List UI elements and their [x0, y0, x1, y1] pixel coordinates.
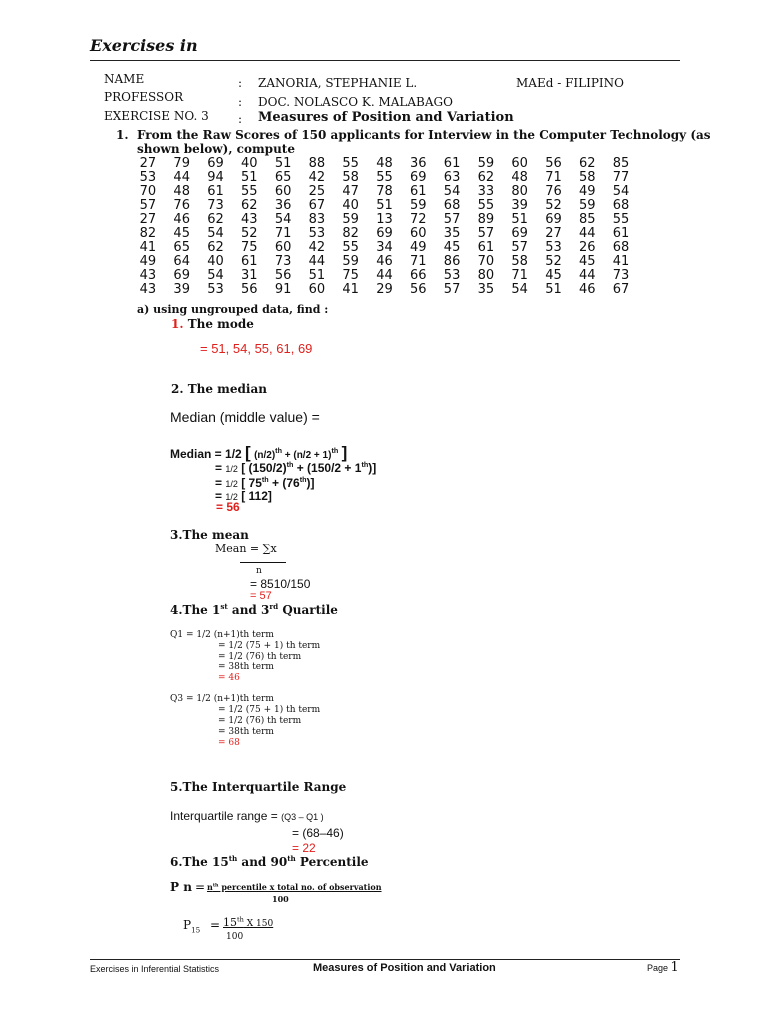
table-cell: 67: [612, 282, 630, 297]
table-cell: 58: [342, 170, 359, 185]
footer-center: Measures of Position and Variation: [313, 962, 496, 974]
professor-value: DOC. NOLASCO K. MALABAGO: [258, 95, 453, 109]
table-cell: 67: [308, 198, 326, 213]
table-cell: 54: [511, 282, 528, 297]
table-row: [131, 185, 638, 199]
table-cell: 60: [410, 226, 427, 241]
pn-denominator: 100: [272, 894, 289, 904]
table-cell: 34: [376, 240, 393, 255]
table-cell: 40: [207, 254, 224, 269]
table-cell: 55: [612, 212, 630, 227]
table-cell: 47: [342, 184, 359, 199]
table-cell: 39: [173, 282, 190, 297]
percentile-heading: 6.The 15th and 90th Percentile: [170, 854, 369, 869]
table-cell: 57: [443, 282, 461, 297]
mean-denominator: n: [256, 566, 262, 576]
table-cell: 59: [410, 198, 427, 213]
question-number: 1.: [116, 128, 129, 142]
table-cell: 70: [477, 254, 495, 269]
iqr-heading: 5.The Interquartile Range: [170, 780, 347, 794]
table-cell: 69: [410, 170, 427, 185]
table-cell: 54: [207, 226, 224, 241]
table-cell: 57: [511, 240, 528, 255]
mode-heading: [171, 317, 254, 331]
table-cell: 31: [241, 268, 258, 283]
professor-sep: :: [238, 95, 243, 109]
table-cell: 52: [545, 198, 562, 213]
table-cell: 44: [578, 226, 596, 241]
table-cell: 62: [241, 198, 258, 213]
program-value: MAEd - FILIPINO: [516, 76, 625, 90]
table-cell: 57: [443, 212, 461, 227]
table-cell: 59: [342, 254, 359, 269]
table-cell: 71: [545, 170, 562, 185]
table-cell: 49: [410, 240, 427, 255]
q3-answer: = 68: [218, 738, 240, 748]
table-cell: 43: [139, 282, 157, 297]
table-cell: 51: [545, 282, 562, 297]
table-cell: 76: [173, 198, 190, 213]
median-formula-1: Median = 1/2 [ $(n/2)^{th} + (n/2 + 1)^{th}$ ]: [170, 443, 348, 462]
pn-label: P n: [170, 880, 192, 894]
pn-numerator: $n^{th}$ percentile x total no. of observation: [207, 882, 382, 892]
table-row: [131, 213, 638, 227]
mean-formula: Mean = ∑x: [215, 542, 277, 555]
table-cell: 52: [545, 254, 562, 269]
table-cell: 54: [207, 268, 224, 283]
table-cell: 51: [308, 268, 326, 283]
table-cell: 53: [308, 226, 326, 241]
table-cell: 76: [545, 184, 562, 199]
table-cell: 55: [376, 170, 393, 185]
table-cell: 46: [578, 282, 596, 297]
table-cell: 51: [274, 156, 292, 171]
p15-label: $P_{15}$: [183, 918, 201, 935]
table-cell: 59: [477, 156, 495, 171]
table-cell: 40: [241, 156, 258, 171]
table-row: [131, 157, 638, 171]
table-cell: 68: [612, 198, 630, 213]
iqr-formula-1: Interquartile range = (Q3 – Q1 ): [170, 809, 324, 823]
median-formula-4: = 1/2 [ 112]: [215, 489, 272, 503]
table-cell: 66: [410, 268, 427, 283]
table-cell: 71: [410, 254, 427, 269]
mode-number: 1.: [171, 317, 184, 331]
table-cell: 71: [511, 268, 528, 283]
table-cell: 73: [612, 268, 630, 283]
q1-line-1: Q1 = 1/2 (n+1)th term: [170, 630, 274, 640]
table-cell: 51: [376, 198, 393, 213]
table-cell: 61: [241, 254, 258, 269]
mean-fraction-line: [240, 562, 286, 563]
table-cell: 41: [342, 282, 359, 297]
table-cell: 53: [443, 268, 461, 283]
table-cell: 53: [545, 240, 562, 255]
table-cell: 54: [612, 184, 630, 199]
q3-line-1: Q3 = 1/2 (n+1)th term: [170, 694, 274, 704]
p15-numerator: 15th X 150: [223, 915, 274, 929]
table-cell: 55: [477, 198, 495, 213]
table-cell: 91: [274, 282, 292, 297]
q1-line-4: = 38th term: [218, 662, 274, 672]
table-cell: 60: [308, 282, 326, 297]
table-cell: 69: [511, 226, 528, 241]
table-cell: 27: [545, 226, 562, 241]
table-cell: 89: [477, 212, 495, 227]
table-cell: 44: [173, 170, 190, 185]
footer-page: Page 1: [647, 960, 679, 975]
table-cell: 41: [612, 254, 630, 269]
table-cell: 56: [241, 282, 258, 297]
table-cell: 59: [342, 212, 359, 227]
exercise-value: Measures of Position and Variation: [258, 110, 514, 125]
name-sep: :: [238, 76, 243, 90]
table-cell: 49: [578, 184, 596, 199]
table-cell: 41: [139, 240, 157, 255]
q1-line-3: = 1/2 (76) th term: [218, 652, 302, 662]
median-formula-3: = 1/2 [ 75th + (76th)]: [215, 475, 315, 490]
table-cell: 13: [376, 212, 393, 227]
table-cell: 33: [477, 184, 495, 199]
table-cell: 80: [477, 268, 495, 283]
table-cell: 44: [308, 254, 326, 269]
mode-title: The mode: [187, 317, 254, 331]
table-cell: 57: [477, 226, 495, 241]
q1-answer: = 46: [218, 673, 240, 683]
q3-line-4: = 38th term: [218, 727, 274, 737]
table-cell: 56: [274, 268, 292, 283]
mode-answer: = 51, 54, 55, 61, 69: [200, 341, 313, 356]
table-cell: 56: [545, 156, 562, 171]
table-cell: 45: [578, 254, 596, 269]
table-cell: 35: [443, 226, 461, 241]
table-cell: 72: [410, 212, 427, 227]
table-cell: 62: [477, 170, 495, 185]
table-cell: 62: [578, 156, 596, 171]
table-cell: 77: [612, 170, 630, 185]
question-line-2: shown below), compute: [137, 142, 295, 156]
table-cell: 45: [443, 240, 461, 255]
table-cell: 73: [207, 198, 224, 213]
table-cell: 27: [139, 156, 157, 171]
table-cell: 53: [139, 170, 157, 185]
table-cell: 54: [274, 212, 292, 227]
table-cell: 56: [410, 282, 427, 297]
table-cell: 48: [173, 184, 190, 199]
table-cell: 42: [308, 240, 326, 255]
table-cell: 49: [139, 254, 157, 269]
table-cell: 62: [207, 212, 224, 227]
professor-label: PROFESSOR: [104, 90, 184, 104]
name-value: ZANORIA, STEPHANIE L.: [258, 76, 418, 90]
table-cell: 83: [308, 212, 326, 227]
table-cell: 69: [545, 212, 562, 227]
table-cell: 68: [612, 240, 630, 255]
table-cell: 55: [342, 156, 359, 171]
footer-left: Exercises in Inferential Statistics: [90, 964, 220, 974]
table-cell: 53: [207, 282, 224, 297]
header-rule: [90, 60, 680, 61]
table-cell: 58: [578, 170, 596, 185]
table-cell: 46: [376, 254, 393, 269]
p15-equals: =: [210, 918, 221, 932]
q3-line-2: = 1/2 (75 + 1) th term: [218, 705, 321, 715]
table-cell: 85: [578, 212, 596, 227]
table-cell: 75: [342, 268, 359, 283]
table-cell: 45: [173, 226, 190, 241]
table-cell: 85: [612, 156, 630, 171]
mean-answer: = 57: [250, 590, 272, 602]
table-cell: 60: [274, 240, 292, 255]
table-cell: 36: [410, 156, 427, 171]
table-cell: 64: [173, 254, 190, 269]
table-cell: 36: [274, 198, 292, 213]
table-cell: 61: [410, 184, 427, 199]
table-cell: 48: [376, 156, 393, 171]
table-cell: 63: [443, 170, 461, 185]
table-cell: 82: [139, 226, 157, 241]
table-cell: 42: [308, 170, 326, 185]
table-cell: 69: [173, 268, 190, 283]
table-cell: 61: [207, 184, 224, 199]
table-cell: 78: [376, 184, 393, 199]
part-a-label: a) using ungrouped data, find :: [137, 303, 329, 316]
table-cell: 46: [173, 212, 190, 227]
table-cell: 29: [376, 282, 393, 297]
name-label: NAME: [104, 72, 145, 86]
table-cell: 82: [342, 226, 359, 241]
table-cell: 80: [511, 184, 528, 199]
median-answer: = 56: [216, 500, 240, 514]
table-cell: 40: [342, 198, 359, 213]
table-cell: 55: [342, 240, 359, 255]
table-cell: 65: [173, 240, 190, 255]
table-cell: 73: [274, 254, 292, 269]
table-cell: 58: [511, 254, 528, 269]
table-row: [131, 241, 638, 255]
q3-line-3: = 1/2 (76) th term: [218, 716, 302, 726]
table-cell: 69: [376, 226, 393, 241]
table-row: [131, 283, 638, 297]
raw-scores-table: [131, 157, 638, 297]
table-cell: 25: [308, 184, 326, 199]
table-cell: 88: [308, 156, 326, 171]
table-cell: 79: [173, 156, 190, 171]
table-cell: 86: [443, 254, 461, 269]
question-line-1: From the Raw Scores of 150 applicants for Interview in the Computer Technology (as: [137, 128, 711, 142]
table-row: [131, 269, 638, 283]
table-cell: 61: [612, 226, 630, 241]
mean-step: = 8510/150: [250, 577, 311, 591]
table-cell: 62: [207, 240, 224, 255]
table-cell: 65: [274, 170, 292, 185]
table-cell: 43: [241, 212, 258, 227]
table-cell: 45: [545, 268, 562, 283]
table-cell: 70: [139, 184, 157, 199]
table-cell: 60: [274, 184, 292, 199]
q1-line-2: = 1/2 (75 + 1) th term: [218, 641, 321, 651]
page-header-title: Exercises in: [90, 36, 198, 55]
table-cell: 48: [511, 170, 528, 185]
pn-equals: =: [195, 880, 206, 894]
table-cell: 51: [241, 170, 258, 185]
table-cell: 57: [139, 198, 157, 213]
table-cell: 35: [477, 282, 495, 297]
p15-denominator: 100: [226, 932, 244, 942]
iqr-formula-2: = (68–46): [292, 826, 344, 840]
median-title: 2. The median: [171, 382, 267, 396]
exercise-label: EXERCISE NO. 3: [104, 109, 209, 123]
table-cell: 59: [578, 198, 596, 213]
table-row: [131, 171, 638, 185]
table-cell: 52: [241, 226, 258, 241]
table-cell: 54: [443, 184, 461, 199]
table-cell: 55: [241, 184, 258, 199]
table-cell: 61: [477, 240, 495, 255]
table-cell: 75: [241, 240, 258, 255]
median-formula-2: = 1/2 [ $(150/2)^{th} + (150/2 + 1th)$]: [215, 460, 377, 475]
table-cell: 51: [511, 212, 528, 227]
median-heading: Median (middle value) =: [170, 409, 320, 425]
table-cell: 71: [274, 226, 292, 241]
table-cell: 27: [139, 212, 157, 227]
table-cell: 43: [139, 268, 157, 283]
exercise-sep: :: [238, 112, 243, 126]
table-cell: 60: [511, 156, 528, 171]
table-row: [131, 199, 638, 213]
table-cell: 69: [207, 156, 224, 171]
table-cell: 44: [376, 268, 393, 283]
mean-heading: 3.The mean: [170, 528, 249, 542]
table-cell: 68: [443, 198, 461, 213]
iqr-answer: = 22: [292, 841, 316, 855]
footer-rule: [90, 959, 680, 960]
table-row: [131, 255, 638, 269]
table-cell: 44: [578, 268, 596, 283]
table-cell: 94: [207, 170, 224, 185]
table-cell: 26: [578, 240, 596, 255]
table-cell: 61: [443, 156, 461, 171]
quartile-heading: 4.The 1st and 3rd Quartile: [170, 602, 338, 617]
table-row: [131, 227, 638, 241]
table-cell: 39: [511, 198, 528, 213]
